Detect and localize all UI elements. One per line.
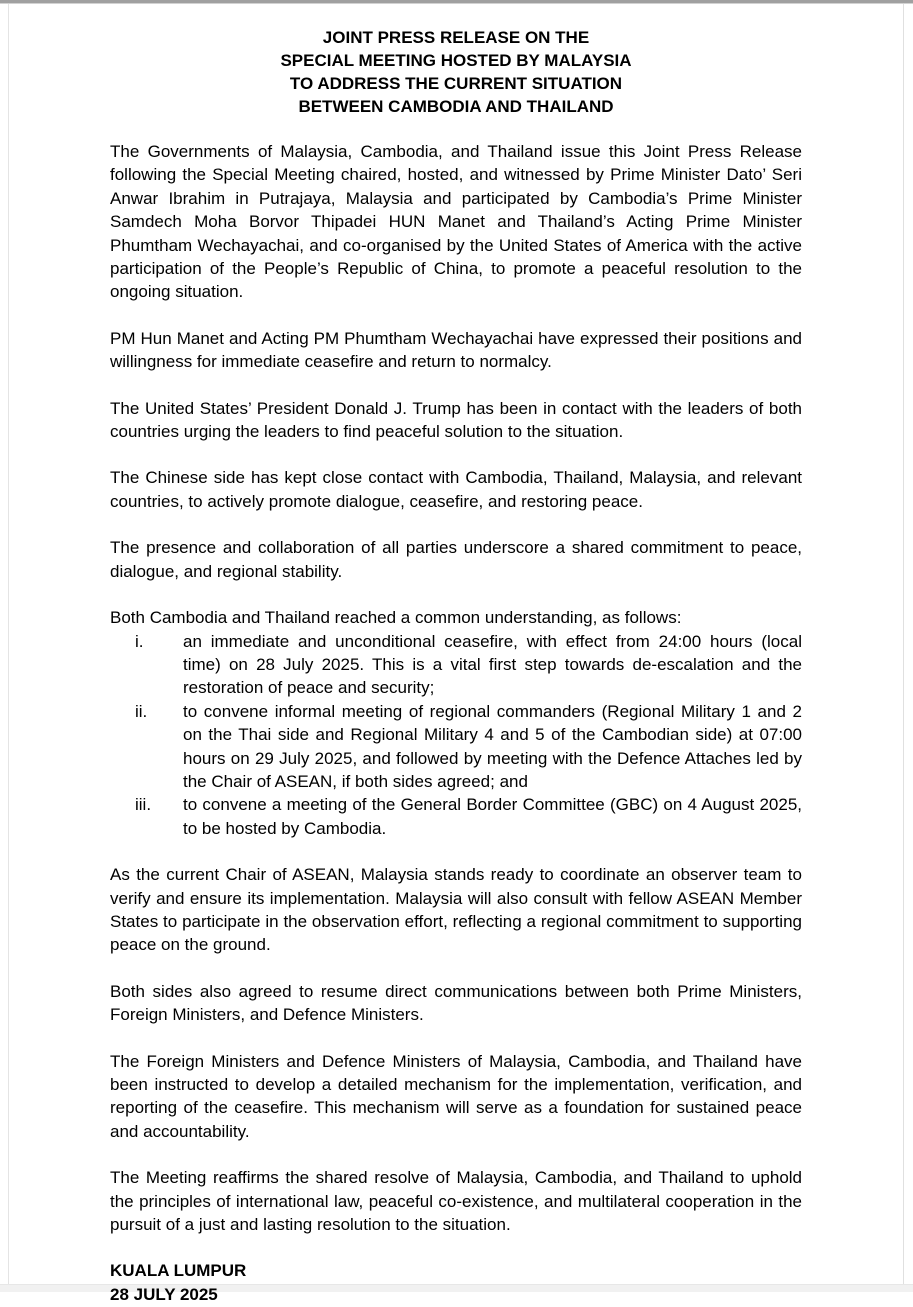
page-right-edge-line	[903, 4, 904, 1284]
paragraph-resume-communications: Both sides also agreed to resume direct communications between both Prime Ministers, Foreign Ministers, and Defence Ministers.	[110, 981, 802, 1025]
paragraph-governments-issue: The Governments of Malaysia, Cambodia, and Thailand issue this Joint Press Release following the Special Meeting chaired, hosted, and witnessed by Prime Minister Dato’ Seri Anwar Ibrahim in Putrajaya, Malaysia and participated by Cambodia’s Prime Minister Samdech Moha Borvor Thipadei HUN Manet and Thailand’s Acting Prime Minister Phumtham Wechayachai, and co-organised by the United States of America with the active participation of the People’s Republic of China, to promote a peaceful resolution to the ongoing situation.	[110, 142, 802, 302]
common-understanding-intro: Both Cambodia and Thailand reached a common understanding, as follows:	[110, 608, 682, 628]
list-marker-iii: iii.	[135, 795, 152, 815]
paragraph-asean-chair: As the current Chair of ASEAN, Malaysia stands ready to coordinate an observer team to verify and ensure its implementation. Malaysia will also consult with fellow ASEAN Member States to participate in the observation effort, reflecting a regional commitment to supporting peace on the ground.	[110, 865, 802, 955]
list-text-gbc-meeting: to convene a meeting of the General Border Committee (GBC) on 4 August 2025, to be hosted by Cambodia.	[183, 795, 802, 838]
list-item-ceasefire	[110, 630, 802, 700]
list-text-commanders-meeting: to convene informal meeting of regional commanders (Regional Military 1 and 2 on the Thai side and Regional Military 4 and 5 of the Cambodian side) at 07:00 hours on 29 July 2025, and followed by meeting with the Defence Attaches led by the Chair of ASEAN, if both sides agreed; and	[183, 701, 802, 791]
title-line-3: TO ADDRESS THE CURRENT SITUATION	[289, 74, 623, 93]
paragraph-ministers-mechanism: The Foreign Ministers and Defence Ministers of Malaysia, Cambodia, and Thailand have been instructed to develop a detailed mechanism for the implementation, verification, and reporting of the ceasefire. This mechanism will serve as a foundation for sustained peace and accountability.	[110, 1051, 802, 1141]
title-line-2: SPECIAL MEETING HOSTED BY MALAYSIA	[280, 51, 632, 70]
signoff-location: KUALA LUMPUR	[110, 1261, 247, 1281]
paragraph-meeting-reaffirms: The Meeting reaffirms the shared resolve of Malaysia, Cambodia, and Thailand to uphold the principles of international law, peaceful co-existence, and multilateral cooperation in the pursuit of a just and lasting resolution to the situation.	[110, 1168, 802, 1235]
paragraph-chinese-side: The Chinese side has kept close contact with Cambodia, Thailand, Malaysia, and relevant countries, to actively promote dialogue, ceasefire, and restoring peace.	[110, 468, 802, 511]
list-item-gbc-meeting	[110, 793, 802, 840]
paragraph-us-president: The United States’ President Donald J. Trump has been in contact with the leaders of both countries urging the leaders to find peaceful solution to the situation.	[110, 398, 802, 442]
signoff-block	[110, 1259, 802, 1307]
document-title	[110, 26, 802, 118]
paragraph-pm-positions: PM Hun Manet and Acting PM Phumtham Wechayachai have expressed their positions and willingness for immediate ceasefire and return to normalcy.	[110, 328, 802, 372]
title-line-1: JOINT PRESS RELEASE ON THE	[322, 28, 590, 47]
list-marker-ii: ii.	[135, 701, 148, 721]
list-item-commanders-meeting	[110, 700, 802, 794]
list-text-ceasefire: an immediate and unconditional ceasefire, with effect from 24:00 hours (local time) on 28 July 2025. This is a vital first step towards de-escalation and the restoration of peace and security;	[183, 631, 802, 698]
page-top-edge	[0, 0, 913, 4]
signoff-date: 28 JULY 2025	[110, 1285, 218, 1305]
paragraph-presence-collaboration: The presence and collaboration of all parties underscore a shared commitment to peace, dialogue, and regional stability.	[110, 538, 802, 581]
document-body	[110, 26, 802, 1307]
list-marker-i: i.	[135, 631, 144, 651]
common-understanding-list	[110, 630, 802, 841]
page-left-edge-line	[8, 4, 9, 1284]
title-line-4: BETWEEN CAMBODIA AND THAILAND	[298, 97, 614, 116]
